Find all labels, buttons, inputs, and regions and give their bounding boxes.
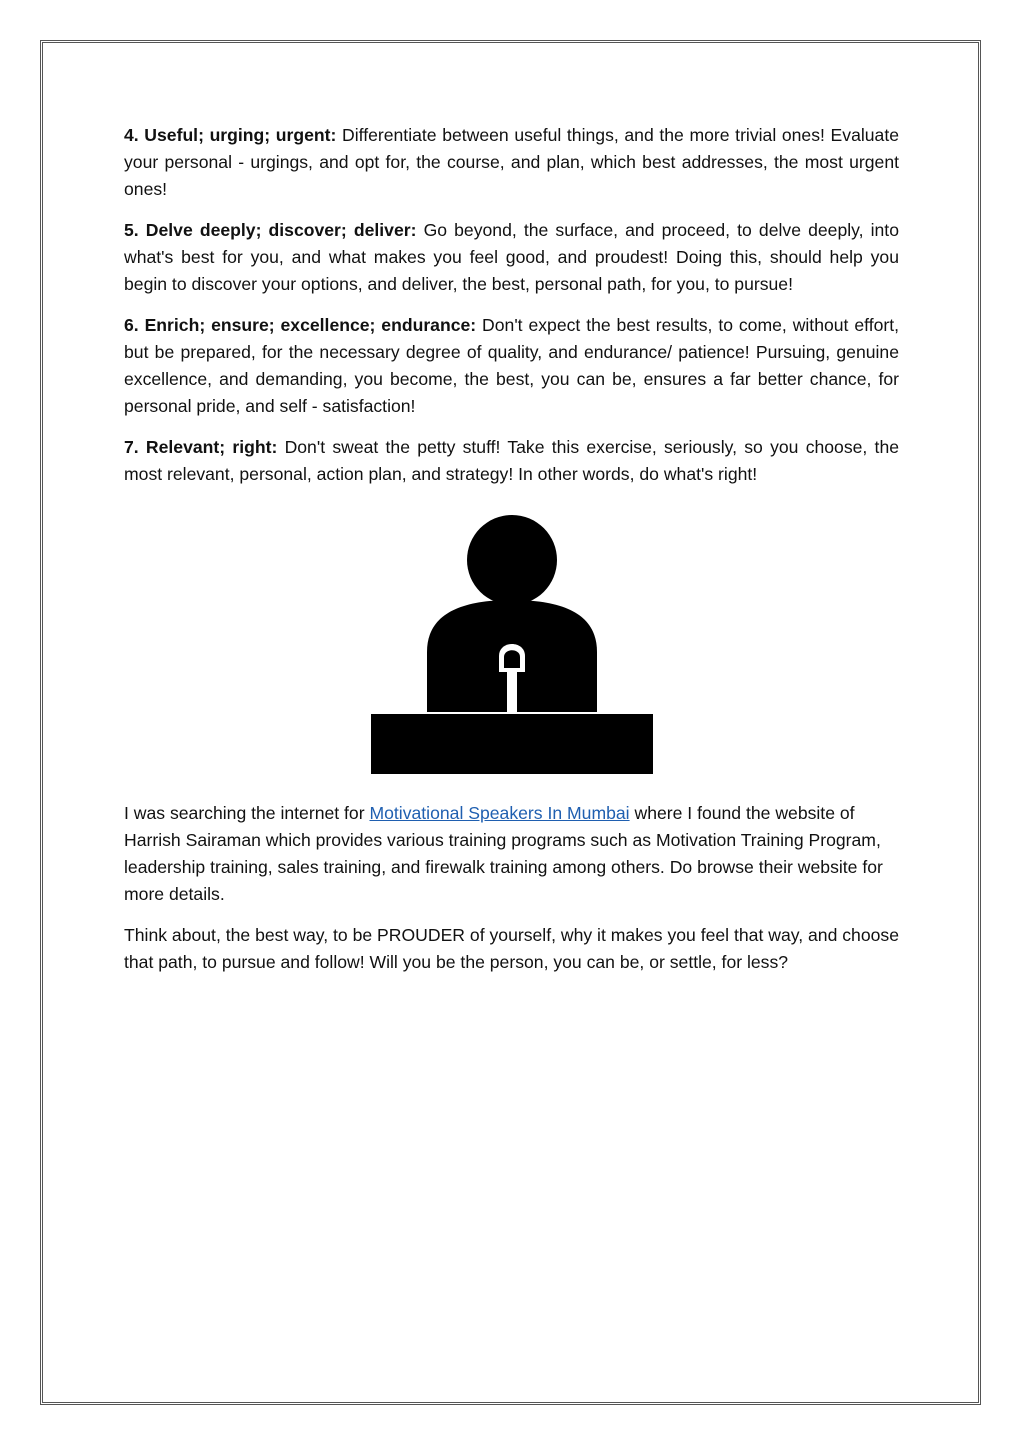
promo-text-after: where I found the website of Harrish Sairaman which provides various training programs such as Motivation Training Program, leadership training, sales training, and firewalk training among others. Do browse their website for more details. bbox=[124, 803, 883, 904]
paragraph-heading: 4. Useful; urging; urgent: bbox=[124, 125, 337, 145]
paragraph-heading: 6. Enrich; ensure; excellence; endurance: bbox=[124, 315, 477, 335]
paragraph-useful-urging-urgent bbox=[124, 122, 899, 203]
paragraph-relevant-right bbox=[124, 434, 899, 488]
paragraph-text: Don't expect the best results, to come, without effort, but be prepared, for the necessary degree of quality, and endurance/ patience! Pursuing, genuine excellence, and demanding, you become, the best, you can be, ensures a far better chance, for personal pride, and self - satisfaction! bbox=[124, 315, 899, 416]
paragraph-heading: 5. Delve deeply; discover; deliver: bbox=[124, 220, 417, 240]
speaker-at-podium-icon bbox=[371, 512, 653, 774]
promo-text-before: I was searching the internet for bbox=[124, 803, 365, 823]
paragraph-text: Differentiate between useful things, and the more trivial ones! Evaluate your personal - urgings, and opt for, the course, and plan, which best addresses, the most urgent ones! bbox=[124, 125, 900, 199]
paragraph-delve-discover-deliver bbox=[124, 217, 899, 298]
paragraph-text: Go beyond, the surface, and proceed, to delve deeply, into what's best for you, and what makes you feel good, and proudest! Doing this, should help you begin to discover your options, and deliver, the best, personal path, for you, to pursue! bbox=[124, 220, 899, 294]
paragraph-heading: 7. Relevant; right: bbox=[124, 437, 278, 457]
paragraph-text: Don't sweat the petty stuff! Take this exercise, seriously, so you choose, the most relevant, personal, action plan, and strategy! In other words, do what's right! bbox=[124, 437, 900, 484]
promo-paragraph bbox=[124, 800, 899, 908]
paragraph-enrich-ensure-excellence bbox=[124, 312, 899, 420]
closing-paragraph: Think about, the best way, to be PROUDER of yourself, why it makes you feel that way, and choose that path, to pursue and follow! Will you be the person, you can be, or settle, for less? bbox=[124, 925, 899, 972]
document-body bbox=[124, 122, 899, 990]
motivational-speakers-link[interactable]: Motivational Speakers In Mumbai bbox=[369, 803, 630, 823]
